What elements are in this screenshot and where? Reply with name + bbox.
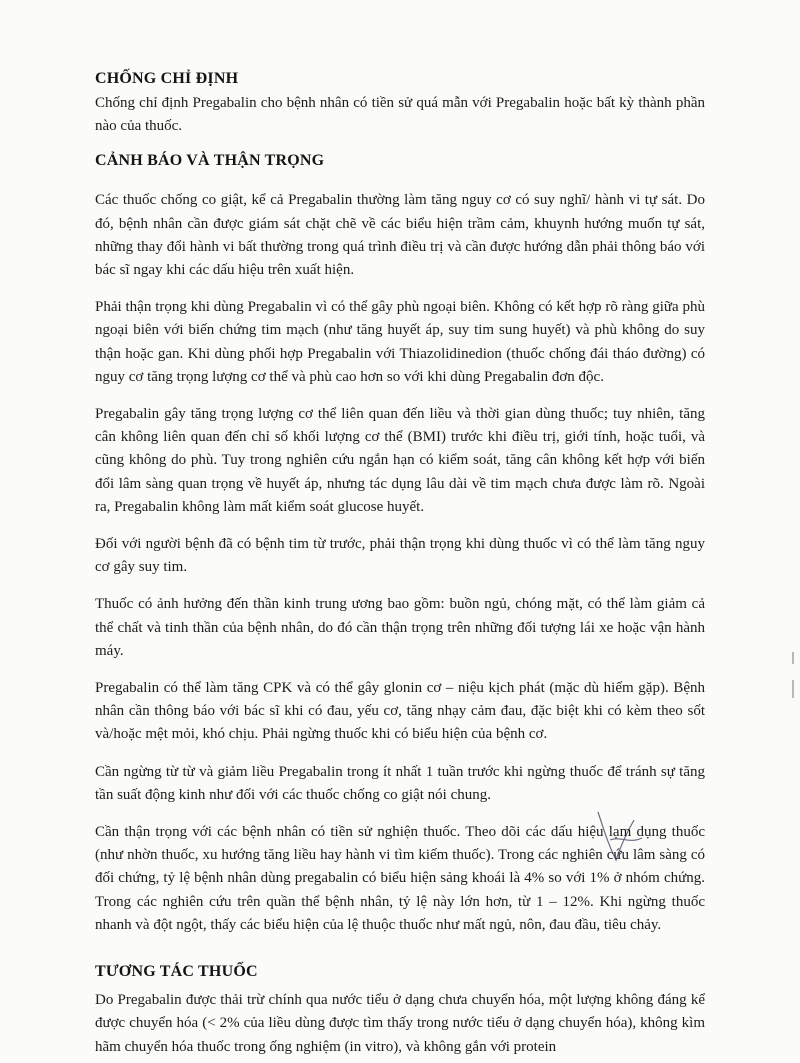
paragraph: Pregabalin gây tăng trọng lượng cơ thể liên quan đến liều và thời gian dùng thuốc; tuy nhiên, tăng cân không liên quan đến chỉ số khối lượng cơ thể (BMI) trước khi điều trị, giới tính, hoặc tuổi, và cũng không do phù. Tuy trong nghiên cứu ngắn hạn có kiểm soát, tăng cân không kết hợp với biến đổi lâm sàng quan trọng về huyết áp, nhưng tác dụng lâu dài về tim mạch chưa được làm rõ. Ngoài ra, Pregabalin không làm mất kiểm soát glucose huyết.: [95, 406, 705, 515]
paragraph: Phải thận trọng khi dùng Pregabalin vì có thể gây phù ngoại biên. Không có kết hợp rõ ràng giữa phù ngoại biên với biến chứng tim mạch (như tăng huyết áp, suy tim sung huyết) và phù không do suy thận hoặc gan. Khi dùng phối hợp Pregabalin với Thiazolidinedion (thuốc chống đái tháo đường) có nguy cơ tăng trọng lượng cơ thể và phù cao hơn so với khi dùng Pregabalin đơn độc.: [95, 299, 705, 385]
paragraph: Đối với người bệnh đã có bệnh tim từ trước, phải thận trọng khi dùng thuốc vì có thể làm tăng nguy cơ gây suy tim.: [95, 536, 705, 576]
paragraph: Cần ngừng từ từ và giảm liều Pregabalin trong ít nhất 1 tuần trước khi ngừng thuốc để tránh sự tăng tần suất động kinh như đối với các thuốc chống co giật nói chung.: [95, 763, 705, 803]
paragraph: Do Pregabalin được thải trừ chính qua nước tiểu ở dạng chưa chuyển hóa, một lượng không đáng kể được chuyển hóa (< 2% của liều dùng được tìm thấy trong nước tiểu ở dạng chuyển hóa), không kìm hãm chuyển hóa thuốc trong ống nghiệm (in vitro), và không gắn với protein: [95, 992, 705, 1055]
heading-interactions: TƯƠNG TÁC THUỐC: [95, 963, 258, 981]
section-contraindications: [95, 70, 705, 138]
paragraph: Chống chỉ định Pregabalin cho bệnh nhân có tiền sử quá mẫn với Pregabalin hoặc bất kỳ thành phần nào của thuốc.: [95, 95, 705, 135]
scan-edge-mark: [792, 680, 794, 698]
paragraph: Các thuốc chống co giật, kể cả Pregabalin thường làm tăng nguy cơ có suy nghĩ/ hành vi tự sát. Do đó, bệnh nhân cần được giám sát chặt chẽ về các biểu hiện trầm cảm, khuynh hướng muốn tự sát, những thay đổi hành vi bất thường trong quá trình điều trị và cần được hướng dẫn phải thông báo với bác sĩ ngay khi các dấu hiệu trên xuất hiện.: [95, 192, 705, 279]
heading-contraindications: CHỐNG CHỈ ĐỊNH: [95, 70, 239, 87]
section-interactions: [95, 963, 705, 1059]
document-page: [95, 62, 705, 1059]
paragraph: Thuốc có ảnh hưởng đến thần kinh trung ương bao gồm: buồn ngủ, chóng mặt, có thể làm giảm cả thể chất và tinh thần của bệnh nhân, do đó cần thận trọng trên những đối tượng lái xe hoặc vận hành máy.: [95, 596, 705, 659]
scan-edge-mark: [792, 652, 794, 664]
paragraph: Pregabalin có thể làm tăng CPK và có thể gây glonin cơ – niệu kịch phát (mặc dù hiếm gặp). Bệnh nhân cần thông báo với bác sĩ khi có đau, yếu cơ, tăng nhạy cảm đau, đặc biệt khi có kèm theo sốt và/hoặc mệt mỏi, khó chịu. Phải ngừng thuốc khi có biểu hiện của bệnh cơ.: [95, 680, 705, 743]
paragraph: Cần thận trọng với các bệnh nhân có tiền sử nghiện thuốc. Theo dõi các dấu hiệu lạm dụng thuốc (như nhờn thuốc, xu hướng tăng liều hay hành vi tìm kiếm thuốc). Trong các nghiên cứu lâm sàng có đối chứng, tỷ lệ bệnh nhân dùng pregabalin có biểu hiện sảng khoái là 4% so với 1% ở nhóm chứng. Trong các nghiên cứu trên quần thể bệnh nhân, tỷ lệ này lớn hơn, từ 1 – 12%. Khi ngừng thuốc nhanh và đột ngột, thấy các biểu hiện của lệ thuộc thuốc như mất ngủ, nôn, đau đầu, tiêu chảy.: [95, 824, 705, 933]
heading-warnings: CẢNH BÁO VÀ THẬN TRỌNG: [95, 152, 325, 170]
handwritten-scribble: [590, 800, 650, 870]
